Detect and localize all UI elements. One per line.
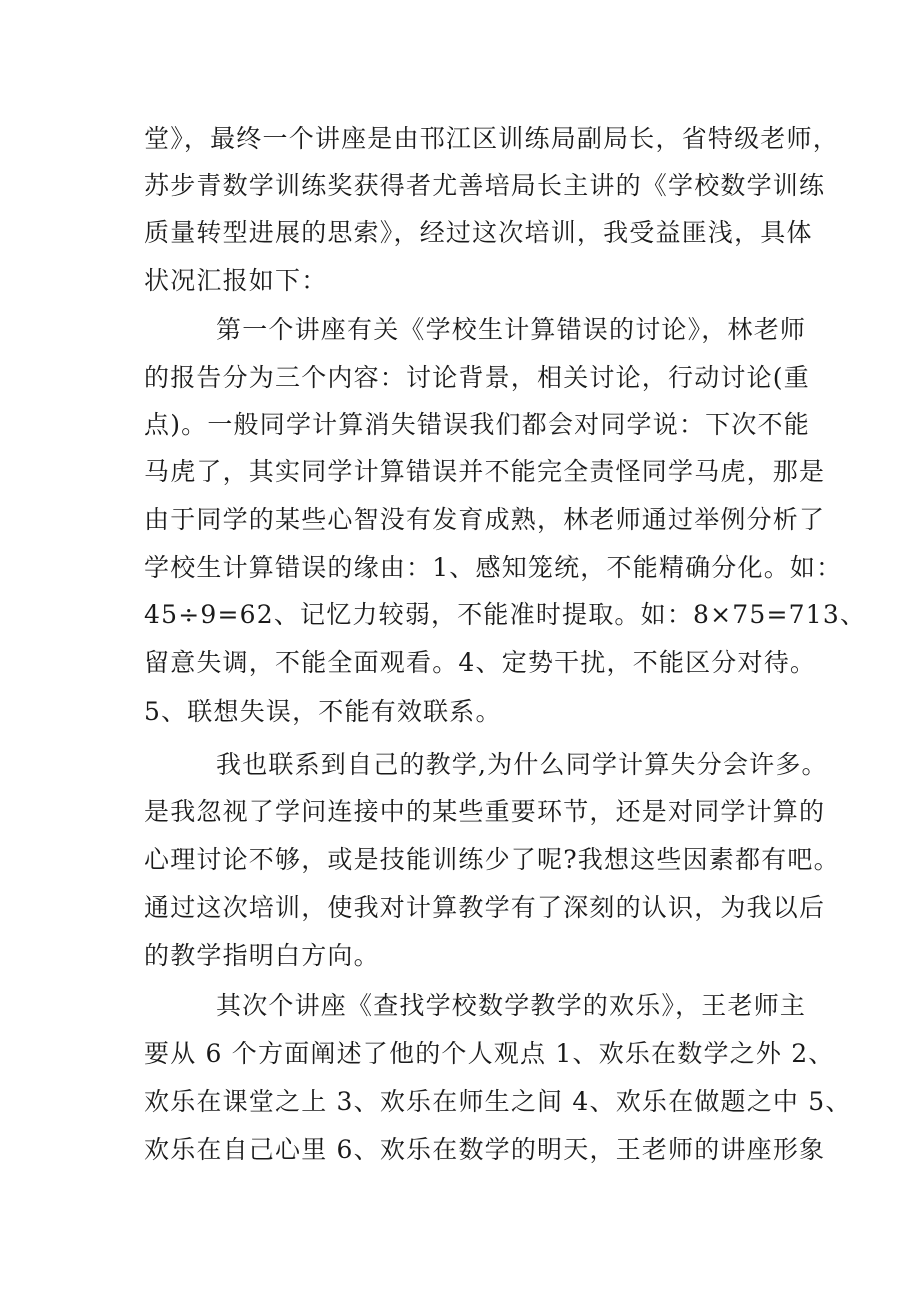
text-line: 马虎了，其实同学计算错误并不能完全责怪同学马虎，那是: [144, 457, 826, 486]
text-line: 心理讨论不够，或是技能训练少了呢?我想这些因素都有吧。: [144, 845, 840, 874]
text-line: 45÷9=62、记忆力较弱，不能准时提取。如：8×75=713、: [144, 600, 867, 629]
text-line: 第一个讲座有关《学校生计算错误的讨论》，林老师: [216, 315, 807, 344]
text-line: 状况汇报如下：: [144, 266, 328, 295]
text-line: 其次个讲座《查找学校数学教学的欢乐》，王老师主: [216, 991, 807, 1020]
text-line: 学校生计算错误的缘由：1、感知笼统，不能精确分化。如：: [144, 553, 843, 582]
text-line: 点)。一般同学计算消失错误我们都会对同学说：下次不能: [144, 410, 810, 439]
text-line: 由于同学的某些心智没有发育成熟，林老师通过举例分析了: [144, 505, 826, 534]
text-line: 欢乐在课堂之上 3、欢乐在师生之间 4、欢乐在做题之中 5、: [144, 1087, 852, 1116]
text-line: 要从 6 个方面阐述了他的个人观点 1、欢乐在数学之外 2、: [144, 1039, 835, 1068]
text-line: 我也联系到自己的教学,为什么同学计算失分会许多。: [216, 750, 828, 779]
text-line: 堂》，最终一个讲座是由邗江区训练局副局长，省特级老师，: [144, 124, 839, 153]
text-line: 质量转型进展的思索》，经过这次培训，我受益匪浅，具体: [144, 218, 813, 247]
text-line: 的报告分为三个内容：讨论背景，相关讨论，行动讨论(重: [144, 363, 810, 392]
text-line: 留意失调，不能全面观看。4、定势干扰，不能区分对待。: [144, 648, 817, 677]
text-line: 通过这次培训，使我对计算教学有了深刻的认识，为我以后: [144, 893, 826, 922]
text-line: 是我忽视了学问连接中的某些重要环节，还是对同学计算的: [144, 797, 826, 826]
text-line: 的教学指明白方向。: [144, 941, 380, 970]
text-line: 苏步青数学训练奖获得者尤善培局长主讲的《学校数学训练: [144, 171, 826, 200]
text-line: 5、联想失误，不能有效联系。: [144, 697, 502, 726]
text-line: 欢乐在自己心里 6、欢乐在数学的明天，王老师的讲座形象: [144, 1135, 826, 1164]
